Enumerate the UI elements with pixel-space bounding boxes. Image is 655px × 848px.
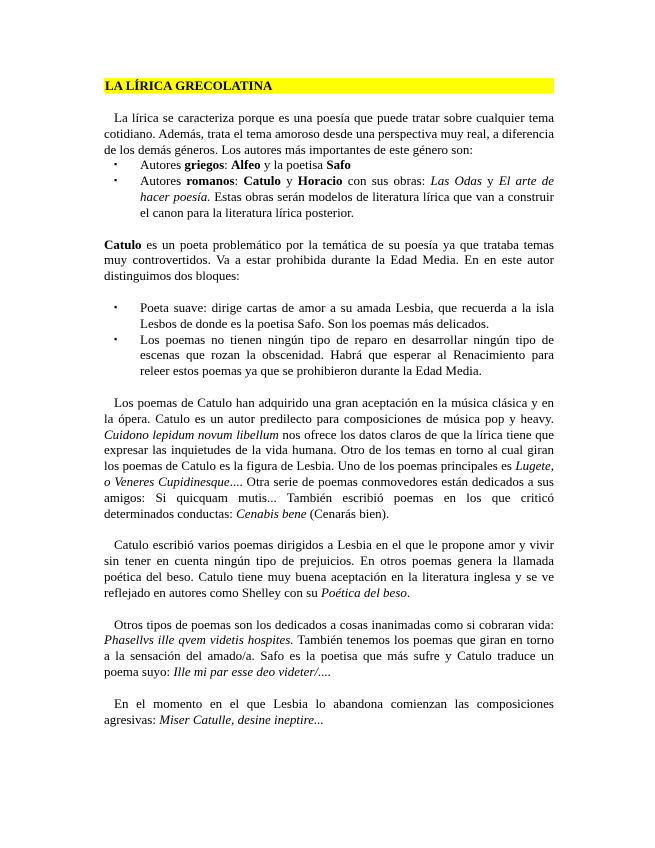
poem-ille-mi: Ille mi par esse deo videter/.... [173, 663, 332, 679]
paragraph-inanimate: Otros tipos de poemas son los dedicados a cosas inanimadas como si cobraran vida: Phasellvs ille qvem videtis hospites. También tenemos los poemas que giran en torno a la sensación del amado/a. Safo es la poetisa que más sufre y Catulo traduce un poema suyo: Ille mi par esse deo videter/.... [104, 616, 555, 679]
poem-phasellus: Phasellvs ille qvem videtis hospites. [104, 632, 294, 648]
work-las-odas: Las Odas [430, 173, 482, 189]
paragraph-catulo: Catulo es un poeta problemático por la temática de su poesía ya que trataba temas muy controvertidos. Va a estar prohibida durante la Edad Media. En en este autor distinguimos dos bloques: [104, 236, 554, 284]
list-item-greek-authors: ▪ Autores griegos: Alfeo y la poetisa Safo [104, 157, 554, 173]
blocks-list [104, 300, 554, 379]
intro-text: La lírica se caracteriza porque es una poesía que puede tratar sobre cualquier tema cotidiano. Además, trata el tema amoroso desde una perspectiva muy real, a diferencia de los demás géneros. Los autores más importantes de este género son: [104, 110, 554, 157]
poem-cuidono: Cuidono lepidum novum libellum [104, 426, 279, 442]
document-body [104, 78, 554, 727]
name-horacio: Horacio [297, 173, 343, 189]
list-item-block-1: ▪ Poeta suave: dirige cartas de amor a su amada Lesbia, que recuerda a la isla Lesbos de donde es la poetisa Safo. Son los poemas más delicados. [104, 300, 554, 332]
list-item-block-2: ▪ Los poemas no tienen ningún tipo de reparo en desarrollar ningún tipo de escenas que rozan la obscenidad. Habrá que esperar al Renacimiento para releer estos poemas ya que se prohibieron durante la Edad Media. [104, 332, 554, 379]
poem-lugete: Lugete, o Veneres Cupidinesque [104, 458, 554, 489]
name-catulo: Catulo [243, 173, 281, 189]
paragraph-lesbia: Catulo escribió varios poemas dirigidos a Lesbia en el que le propone amor y vivir sin tener en cuenta ningún tipo de prejuicios. En otros poemas genera la llamada poética del beso. Catulo tiene muy buena aceptación en la literatura inglesa y se ve reflejado en autores como Shelley con su Poética del beso. [104, 537, 554, 600]
name-catulo-bold: Catulo [104, 236, 142, 252]
poem-miser-catulle: Miser Catulle, desine ineptire... [159, 711, 324, 727]
name-alfeo: Alfeo [231, 157, 261, 173]
paragraph-aggressive: En el momento en el que Lesbia lo abandona comienzan las composiciones agresivas: Miser Catulle, desine ineptire... [104, 695, 554, 727]
word-romanos: romanos [186, 173, 235, 189]
list-item-roman-authors: ▪ Autores romanos: Catulo y Horacio con sus obras: Las Odas y El arte de hacer poesía. Estas obras serán modelos de literatura lírica que van a construir el canon para la literatura lírica posterior. [104, 173, 554, 220]
work-poetica-beso: Poética del beso [320, 584, 407, 600]
poem-cenabis: Cenabis bene [236, 505, 307, 521]
section-title: LA LÍRICA GRECOLATINA [104, 78, 554, 93]
paragraph-music: Los poemas de Catulo han adquirido una gran aceptación en la música clásica y en la ópera. Catulo es un autor predilecto para composiciones de música pop y heavy. Cuidono lepidum novum libellum nos ofrece los datos claros de que la lírica tiene que expresar las inquietudes de la vida humana. Otro de los temas en torno al cual giran los poemas de Catulo es la figura de Lesbia. Uno de los poemas principales es Lugete, o Veneres Cupidinesque.... Otra serie de poemas conmovedores están dedicados a sus amigos: Si quicquam mutis... También escribió poemas en los que criticó determinados conductas: Cenabis bene (Cenarás bien). [104, 394, 554, 521]
paragraph-intro [104, 110, 554, 157]
work-arte-poesia: El arte de hacer poesía. [140, 173, 554, 204]
word-griegos: griegos [184, 157, 225, 173]
name-safo: Safo [326, 157, 351, 173]
authors-list [104, 157, 554, 220]
